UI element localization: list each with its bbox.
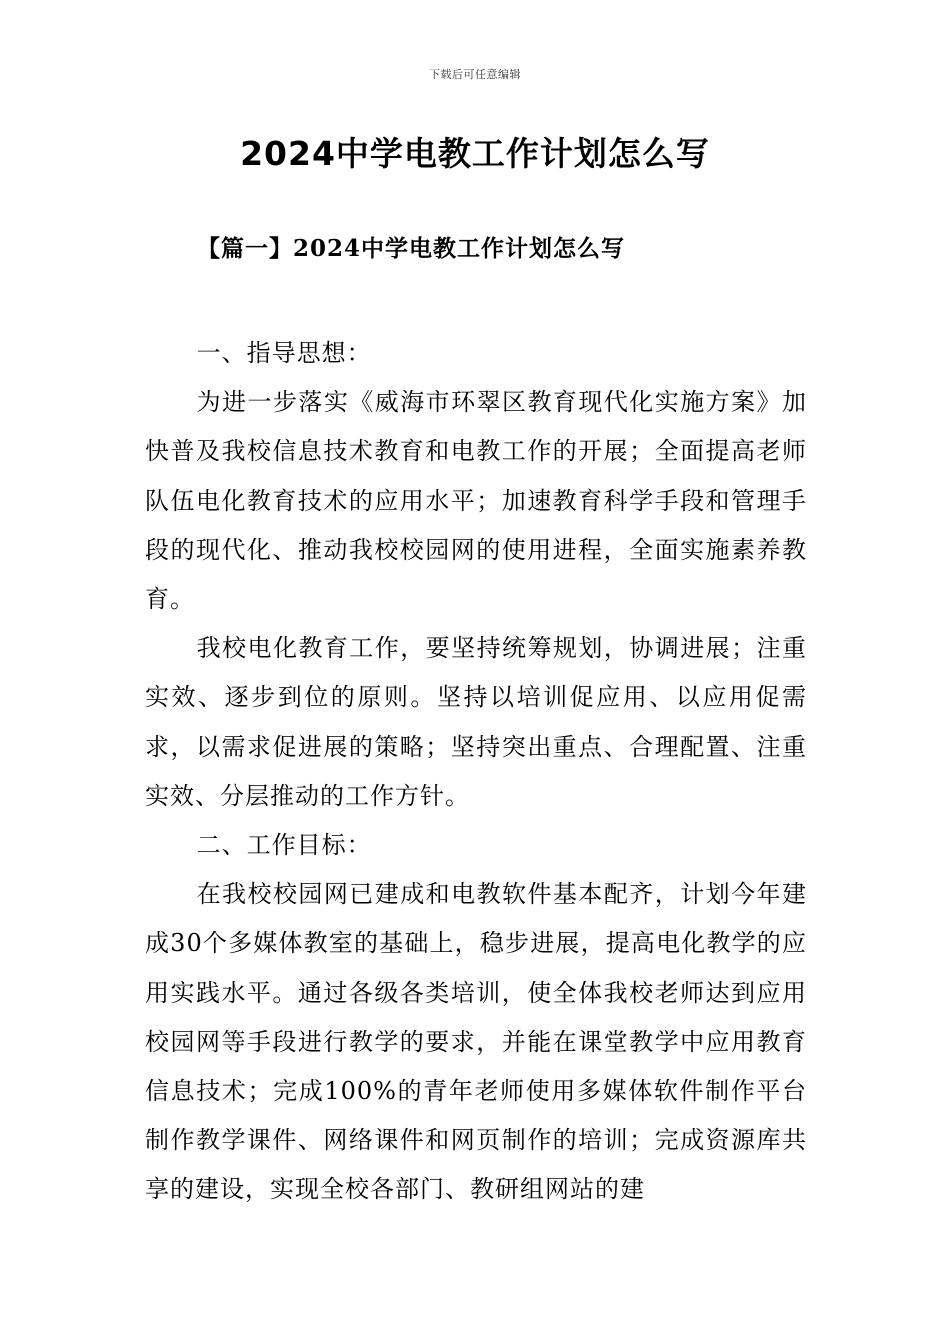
header-note: 下载后可任意编辑 [429,68,521,81]
subheading-work-goals: 二、工作目标： [196,831,372,860]
document-body [145,329,807,1215]
paragraph: 在我校校园网已建成和电教软件基本配齐，计划今年建成30个多媒体教室的基础上，稳步进展，提高电化教学的应用实践水平。通过各级各类培训，使全体我校老师达到应用校园网等手段进行教学的要求，并能在课堂教学中应用教育信息技术；完成100%的青年老师使用多媒体软件制作平台制作教学课件、网络课件和网页制作的培训；完成资源库共享的建设，实现全校各部门、教研组网站的建 [145,880,807,1204]
paragraph: 为进一步落实《威海市环翠区教育现代化实施方案》加快普及我校信息技术教育和电教工作的开展；全面提高老师队伍电化教育技术的应用水平；加速教育科学手段和管理手段的现代化、推动我校校园网的使用进程，全面实施素养教育。 [145,388,807,614]
document-title: 2024中学电教工作计划怎么写 [240,134,710,173]
section-heading: 【篇一】2024中学电教工作计划怎么写 [197,235,626,262]
subheading-guiding-ideology: 一、指导思想： [196,339,372,367]
paragraph: 我校电化教育工作，要坚持统筹规划，协调进展；注重实效、逐步到位的原则。坚持以培训促应用、以应用促需求，以需求促进展的策略；坚持突出重点、合理配置、注重实效、分层推动的工作方针。 [145,634,807,810]
